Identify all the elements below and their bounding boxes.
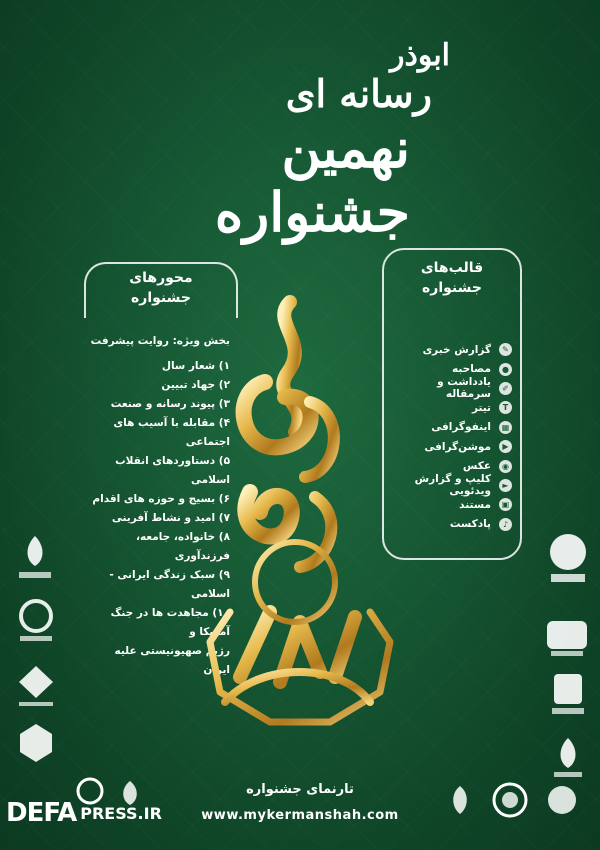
motion-icon: ▶: [499, 440, 512, 453]
format-label: مصاحبه: [451, 363, 491, 376]
headline-icon: T: [499, 401, 512, 414]
format-label: پادکست: [449, 518, 491, 531]
pen-icon: ✐: [499, 382, 512, 395]
azad-university-logo: [14, 720, 58, 768]
defapress-watermark: [0, 798, 210, 828]
format-label: یادداشت و سرمقاله: [437, 376, 491, 401]
camera-icon: ◉: [499, 460, 512, 473]
format-label: موشن‌گرافی: [424, 440, 491, 453]
bottom-logo-3: [440, 780, 480, 820]
governorate-logo: [548, 732, 588, 782]
title-line-3: نهمین جشنواره: [214, 116, 410, 244]
format-label: کلیپ و گزارش ویدئویی: [414, 473, 491, 498]
news-icon: ✎: [499, 343, 512, 356]
topic-item: ۳) پیوند رسانه و صنعت: [110, 398, 230, 410]
watermark-brand: DEFA: [6, 798, 77, 828]
podcast-icon: ♪: [499, 518, 512, 531]
topic-item: ۱۰) مجاهدت ها در جنگ آمریکا و: [110, 607, 230, 638]
topic-item: ۶) بسیج و حوزه های اقدام: [92, 493, 230, 505]
culture-org-logo: [545, 668, 590, 720]
topics-heading-line-1: محورهای: [129, 270, 193, 286]
chart-icon: ▦: [499, 421, 512, 434]
topic-item: ۷) امید و نشاط آفرینی: [111, 512, 230, 524]
islamic-org-logo: [12, 660, 60, 710]
radio-tv-logo: [14, 596, 58, 646]
format-label: عکس: [462, 460, 491, 473]
website-label: تارنمای جشنواره: [246, 782, 354, 797]
topics-heading-line-2: جشنواره: [131, 290, 191, 306]
website-link[interactable]: www.mykermanshah.com: [201, 808, 399, 823]
format-label: تیتر: [471, 401, 491, 414]
topic-item: ۴) مقابله با آسیب های اجتماعی: [113, 417, 230, 448]
sepah-logo: [540, 528, 595, 588]
topic-item: ۹) سبک زندگی ایرانی - اسلامی: [109, 569, 230, 600]
ministry-culture-logo: [12, 530, 58, 586]
formats-heading-line-2: جشنواره: [422, 280, 482, 296]
format-label: مستند: [459, 498, 491, 511]
basij-media-logo: [542, 612, 592, 662]
topic-item: رژیم صهیونیستی علیه ایران: [114, 645, 230, 676]
topic-item: ۵) دستاوردهای انقلاب اسلامی: [115, 455, 230, 486]
festival-title: [130, 40, 450, 244]
bottom-logo-4: [488, 778, 532, 822]
format-label: گزارش خبری: [422, 343, 491, 356]
topic-item: ۲) جهاد تبیین: [161, 379, 230, 391]
bottom-logo-5: [540, 782, 584, 822]
title-line-1: ابوذر: [389, 38, 450, 73]
video-icon: ►: [499, 479, 512, 492]
title-line-2: رسانه ای: [285, 71, 432, 116]
topic-item: ۱) شعار سال: [161, 360, 230, 372]
film-icon: ▣: [499, 498, 512, 511]
topic-item: ۸) خانواده، جامعه، فرزندآوری: [135, 531, 230, 562]
abuzar-calligraphy-emblem: [170, 282, 420, 782]
microphone-icon: ●: [499, 363, 512, 376]
watermark-site: PRESS.IR: [80, 803, 162, 823]
formats-heading-line-1: قالب‌های: [420, 260, 484, 276]
topics-special: بخش ویژه: روایت پیشرفت: [90, 335, 230, 347]
format-label: اینفوگرافی: [431, 421, 491, 434]
